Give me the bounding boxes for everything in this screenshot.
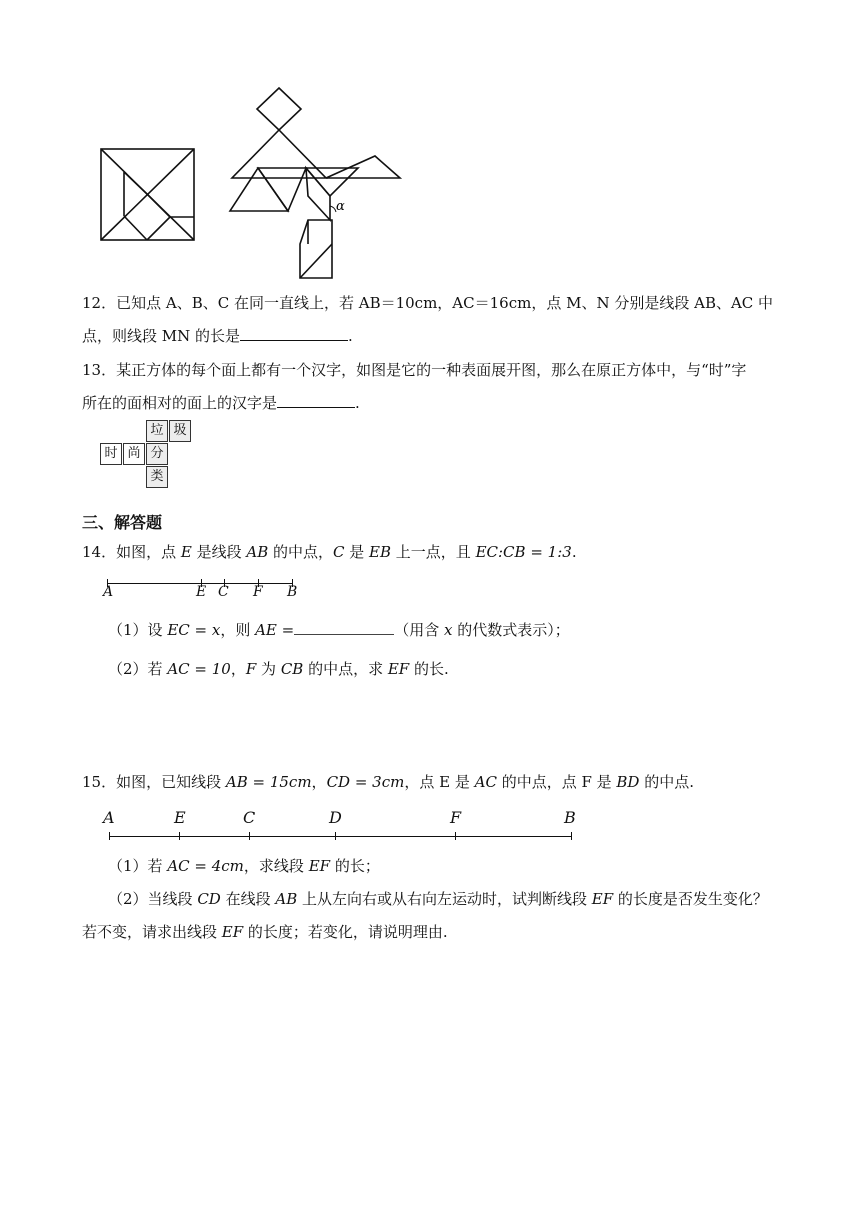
q14-part2-text: ， — [230, 660, 246, 678]
q12-number: 12． — [82, 294, 117, 312]
q14-stem-ratio: EC:CB = 1:3 — [475, 543, 572, 561]
q15-stem-text: 的中点，点 F 是 — [496, 773, 617, 791]
q15-stem-text: 的中点. — [639, 773, 695, 791]
q15-part1-text: 的长； — [330, 857, 380, 875]
q12-text-line2: 点，则线段 MN 的长是 — [82, 327, 241, 345]
q12-line2 — [82, 325, 353, 347]
q14-stem-text: 是 — [344, 543, 370, 561]
q14-stem-text: 是线段 — [191, 543, 247, 561]
q13-line2 — [82, 392, 360, 414]
angle-alpha-label: α — [336, 199, 345, 214]
q13-period: . — [355, 394, 360, 412]
q15-label-d: D — [329, 808, 342, 827]
q15-stem-text: 如图，已知线段 — [116, 773, 226, 791]
q13-line1 — [82, 359, 746, 381]
q14-label-e: E — [196, 584, 207, 600]
q15-part2-line1 — [108, 888, 768, 910]
q13-text-line1: 某正方体的每个面上都有一个汉字，如图是它的一种表面展开图，那么在原正方体中，与“时”字 — [116, 361, 747, 379]
q15-tick-b — [571, 832, 572, 840]
q15-stem-var: CD = 3cm — [326, 773, 405, 791]
q14-label-f: F — [253, 584, 263, 600]
q14-part2-text: 为 — [256, 660, 281, 678]
q14-part1-var: EC = x — [167, 621, 221, 639]
q15-part2-text: 的长度是否发生变化？ — [613, 890, 768, 908]
q14-stem — [82, 541, 577, 563]
q15-tick-e — [179, 832, 180, 840]
q15-part2-text: 若不变，请求出线段 — [82, 923, 222, 941]
q15-part2-text: 上从左向右或从右向左运动时，试判断线段 — [297, 890, 592, 908]
q15-stem-text: ，点 E 是 — [404, 773, 475, 791]
q15-label-a: A — [103, 808, 115, 827]
q14-part2-text: 的中点，求 — [303, 660, 388, 678]
net-cell-ji: 圾 — [169, 420, 191, 442]
q14-stem-var: E — [180, 543, 192, 561]
q15-part2-var: EF — [221, 923, 244, 941]
q14-stem-text: 如图，点 — [116, 543, 181, 561]
q14-part2-text: 的长. — [409, 660, 449, 678]
q15-label-e: E — [174, 808, 186, 827]
q12-answer-blank[interactable] — [240, 325, 348, 341]
q14-part1-text: 的代数式表示）； — [452, 621, 570, 639]
q14-part2-var: AC = 10 — [167, 660, 231, 678]
q15-part1-var: EF — [308, 857, 331, 875]
q14-stem-text: 上一点，且 — [391, 543, 476, 561]
q14-part1-text: （1）设 — [108, 621, 168, 639]
q14-part2-var: EF — [387, 660, 410, 678]
q13-text-line2: 所在的面相对的面上的汉字是 — [82, 394, 278, 412]
q15-label-b: B — [564, 808, 576, 827]
q14-label-c: C — [218, 584, 229, 600]
q13-answer-blank[interactable] — [277, 392, 355, 408]
q15-part2-text: （2）当线段 — [108, 890, 198, 908]
q15-stem-var: BD — [616, 773, 640, 791]
q15-part1-text: ，求线段 — [243, 857, 309, 875]
q15-part2-line2 — [82, 921, 448, 943]
q15-part2-var: CD — [197, 890, 221, 908]
q15-tick-d — [335, 832, 336, 840]
q15-part1-var: AC = 4cm — [167, 857, 244, 875]
q14-number: 14． — [82, 543, 117, 561]
q15-part1 — [108, 855, 380, 877]
section-title: 三、解答题 — [82, 513, 163, 532]
q12-text-line1: 已知点 A、B、C 在同一直线上，若 AB＝10cm，AC＝16cm，点 M、N 分别是线段 AB、AC 中 — [116, 294, 774, 312]
q15-label-f: F — [450, 808, 462, 827]
net-cell-shi: 时 — [100, 443, 122, 465]
q15-tick-c — [249, 832, 250, 840]
q14-part1 — [108, 619, 570, 641]
q14-part1-text: （用含 — [394, 621, 444, 639]
net-cell-shang: 尚 — [123, 443, 145, 465]
q15-stem-var: AB = 15cm — [225, 773, 312, 791]
q15-tick-a — [109, 832, 110, 840]
q12-line1 — [82, 292, 773, 314]
q14-stem-text: 的中点， — [268, 543, 334, 561]
q15-part2-var: AB — [275, 890, 298, 908]
q15-segment-figure — [100, 808, 580, 842]
q14-label-b: B — [287, 584, 298, 600]
q15-part2-var: EF — [591, 890, 614, 908]
q13-number: 13． — [82, 361, 117, 379]
net-cell-lei: 类 — [146, 466, 168, 488]
q15-stem — [82, 771, 694, 793]
q14-part1-x: x — [444, 621, 453, 639]
cube-net — [100, 420, 192, 488]
q14-part2-var: F — [245, 660, 257, 678]
q14-part2 — [108, 658, 449, 680]
q14-stem-var: EB — [369, 543, 392, 561]
q15-stem-var: AC — [474, 773, 497, 791]
q14-stem-text: . — [571, 543, 577, 561]
q15-label-c: C — [243, 808, 256, 827]
q14-segment-figure — [100, 574, 300, 604]
q14-part2-var: CB — [280, 660, 304, 678]
q15-tick-f — [455, 832, 456, 840]
q15-stem-text: ， — [311, 773, 327, 791]
q14-stem-var: C — [333, 543, 345, 561]
q15-part1-text: （1）若 — [108, 857, 168, 875]
q15-part2-text: 在线段 — [220, 890, 276, 908]
q14-part1-text: ，则 — [220, 621, 256, 639]
q14-part2-text: （2）若 — [108, 660, 168, 678]
q14-stem-var: AB — [246, 543, 269, 561]
q14-part1-ae: AE = — [255, 621, 295, 639]
q15-part2-text: 的长度；若变化，请说明理由. — [243, 923, 448, 941]
q12-period: . — [348, 327, 353, 345]
tangram-person-figure — [228, 86, 404, 282]
q14-part1-answer-blank[interactable] — [294, 619, 394, 635]
q15-number: 15． — [82, 773, 117, 791]
net-cell-la: 垃 — [146, 420, 168, 442]
net-cell-fen: 分 — [146, 443, 168, 465]
tangram-square-figure — [100, 148, 196, 242]
q14-label-a: A — [103, 584, 114, 600]
